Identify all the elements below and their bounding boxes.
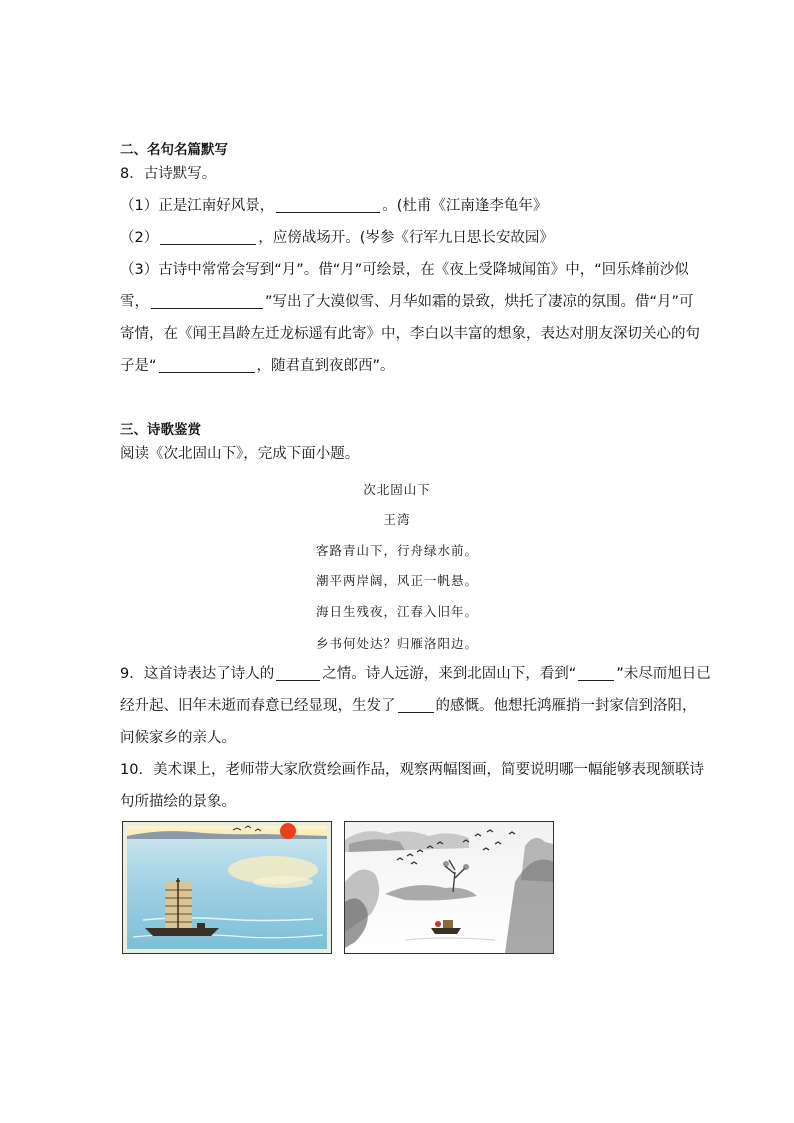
question-8-1 bbox=[120, 196, 680, 216]
q8-1-prompt: （1）正是江南好风景， bbox=[120, 198, 275, 214]
poem-author: 王湾 bbox=[383, 512, 411, 527]
sailboat-scene bbox=[123, 822, 331, 953]
ink-landscape-scene bbox=[345, 822, 553, 953]
question-8-3-line-4 bbox=[120, 356, 680, 376]
question-9-line-1 bbox=[120, 664, 711, 684]
q9-part-e: 的感慨。他想托鸿雁捎一封家信到洛阳， bbox=[435, 698, 697, 714]
question-10-line-2: 句所描绘的景象。 bbox=[120, 794, 236, 810]
answer-blank-9a[interactable] bbox=[276, 665, 320, 681]
question-8-2 bbox=[120, 228, 680, 248]
q8-3-line2-end: ”写出了大漠似雪、月华如霜的景致，烘托了凄凉的氛围。借“月”可 bbox=[265, 294, 694, 310]
q9-part-d: 经升起、旧年未逝而春意已经显现，生发了 bbox=[120, 698, 396, 714]
q8-2-prompt: （2） bbox=[120, 230, 159, 246]
q8-2-source: ，应傍战场开。(岑参《行军九日思长安故园》 bbox=[258, 230, 554, 246]
poem-line: 客路青山下，行舟绿水前。 bbox=[315, 543, 478, 558]
painting-sailboat-sunrise bbox=[122, 821, 332, 954]
poem-line: 乡书何处达？归雁洛阳边。 bbox=[315, 636, 478, 651]
poem-line: 海日生残夜，江春入旧年。 bbox=[315, 604, 478, 619]
question-10-line-1: 10．美术课上，老师带大家欣赏绘画作品，观察两幅图画，简要说明哪一幅能够表现颔联诗 bbox=[120, 762, 704, 778]
answer-blank-9c[interactable] bbox=[398, 697, 434, 713]
section-heading-2: 二、名句名篇默写 bbox=[120, 142, 228, 158]
question-8-3-line-2 bbox=[120, 292, 694, 312]
question-8-title: 8．古诗默写。 bbox=[120, 166, 217, 182]
painting-ink-landscape-geese bbox=[344, 821, 554, 954]
q9-part-a: 9．这首诗表达了诗人的 bbox=[120, 666, 275, 682]
q9-part-c: ”未尽而旭日已 bbox=[616, 666, 711, 682]
question-8-3-line-3: 寄情，在《闻王昌龄左迁龙标遥有此寄》中，李白以丰富的想象，表达对朋友深切关心的句 bbox=[120, 326, 700, 342]
sun-icon bbox=[280, 823, 296, 839]
question-8-3-line-1: （3）古诗中常常会写到“月”。借“月”可绘景，在《夜上受降城闻笛》中，“回乐烽前沙似 bbox=[120, 262, 689, 278]
question-9-line-3: 问候家乡的亲人。 bbox=[120, 730, 236, 746]
answer-blank-9b[interactable] bbox=[578, 665, 614, 681]
answer-blank-8-2[interactable] bbox=[160, 229, 256, 245]
q8-3-line2-start: 雪， bbox=[120, 294, 149, 310]
poem-title: 次北固山下 bbox=[363, 482, 431, 497]
question-9-line-2 bbox=[120, 696, 697, 716]
reading-intro: 阅读《次北固山下》，完成下面小题。 bbox=[120, 446, 360, 462]
answer-blank-8-3b[interactable] bbox=[159, 357, 255, 373]
q8-3-line4-start: 子是“ bbox=[120, 358, 157, 374]
q8-1-source: 。(杜甫《江南逢李龟年》 bbox=[382, 198, 548, 214]
poem-line: 潮平两岸阔，风正一帆悬。 bbox=[315, 573, 478, 588]
answer-blank-8-1[interactable] bbox=[276, 197, 380, 213]
section-heading-3: 三、诗歌鉴赏 bbox=[120, 422, 201, 438]
q8-3-line4-end: ，随君直到夜郎西”。 bbox=[256, 358, 395, 374]
q9-part-b: 之情。诗人远游，来到北固山下，看到“ bbox=[322, 666, 577, 682]
answer-blank-8-3a[interactable] bbox=[151, 293, 263, 309]
